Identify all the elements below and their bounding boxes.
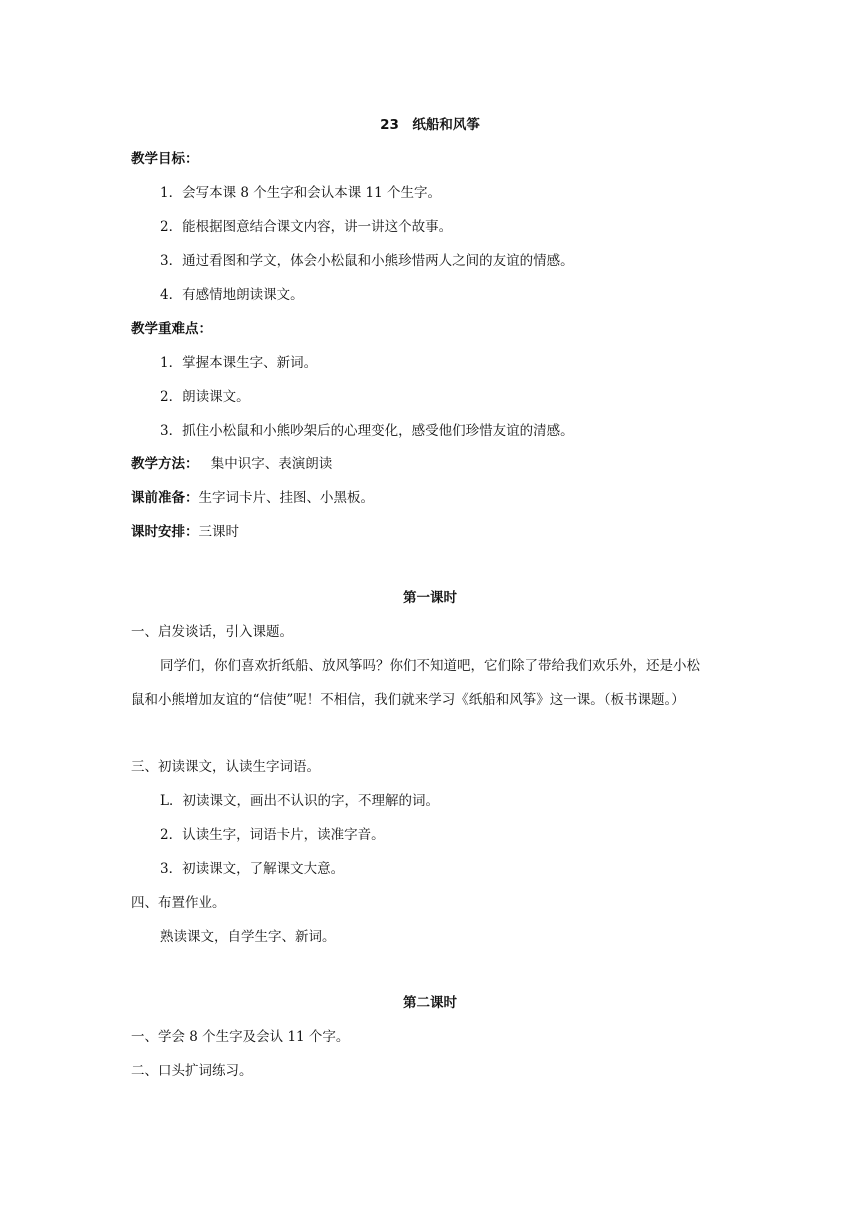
lesson1-step4: 四、布置作业。 <box>131 895 226 911</box>
schedule-label: 课时安排： <box>131 524 199 540</box>
key-point-item: 2．朗读课文。 <box>160 389 250 405</box>
prep-label: 课前准备： <box>131 490 199 506</box>
lesson1-step3-item: 3．初读课文，了解课文大意。 <box>160 861 345 877</box>
schedule-row <box>131 523 760 541</box>
lesson1-step3-item: L．初读课文，画出不认识的字，不理解的词。 <box>160 793 439 809</box>
objective-item: 2．能根据图意结合课文内容，讲一讲这个故事。 <box>160 219 453 235</box>
objective-item: 3．通过看图和学文，体会小松鼠和小熊珍惜两人之间的友谊的情感。 <box>160 253 574 269</box>
method-value: 集中识字、表演朗读 <box>210 456 333 472</box>
method-row <box>131 455 760 473</box>
lesson1-step3: 三、初读课文，认读生字词语。 <box>131 759 320 775</box>
key-point-item: 3．抓住小松鼠和小熊吵架后的心理变化，感受他们珍惜友谊的清感。 <box>160 423 574 439</box>
objective-item: 4．有感情地朗读课文。 <box>160 287 304 303</box>
objectives-heading: 教学目标： <box>131 151 199 167</box>
key-point-item: 1．掌握本课生字、新词。 <box>160 355 318 371</box>
lesson1-step1-text: 同学们，你们喜欢折纸船、放风筝吗？你们不知道吧，它们除了带给我们欢乐外，还是小松鼠和小熊增加友谊的“信使”呢！不相信，我们就来学习《纸船和风筝》这一课。（板书课题。） <box>131 658 700 708</box>
prep-value: 生字词卡片、挂图、小黑板。 <box>198 490 374 506</box>
lesson-title: 23 纸船和风筝 <box>380 117 480 133</box>
lesson1-step4-text: 熟读课文，自学生字、新词。 <box>160 929 336 945</box>
lesson2-heading: 第二课时 <box>403 995 457 1011</box>
schedule-value: 三课时 <box>198 524 239 540</box>
lesson2-step1: 一、学会 8 个生字及会认 11 个字。 <box>131 1029 350 1045</box>
lesson1-step1: 一、启发谈话，引入课题。 <box>131 624 293 640</box>
prep-row <box>131 489 760 507</box>
lesson2-step2: 二、口头扩词练习。 <box>131 1063 253 1079</box>
key-points-heading: 教学重难点： <box>131 321 212 337</box>
lesson1-step3-item: 2．认读生字，词语卡片，读准字音。 <box>160 827 385 843</box>
method-label: 教学方法： <box>131 456 199 472</box>
objective-item: 1．会写本课 8 个生字和会认本课 11 个生字。 <box>160 185 442 201</box>
lesson1-heading: 第一课时 <box>403 590 457 606</box>
